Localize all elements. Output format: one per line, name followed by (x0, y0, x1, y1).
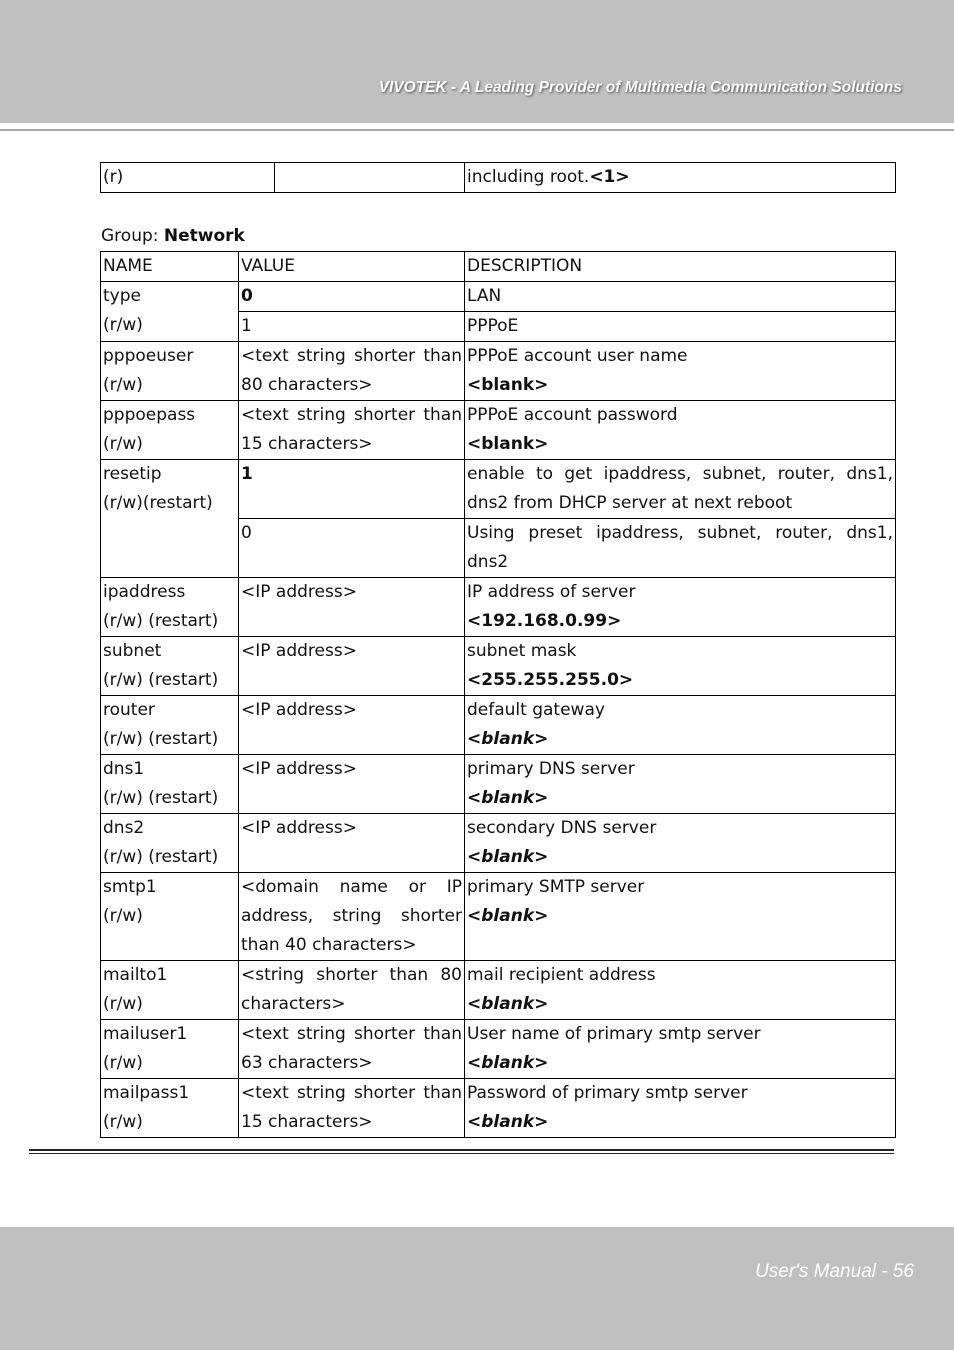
param-name: smtp1 (r/w) (101, 873, 239, 961)
section-end-rule (29, 1149, 894, 1151)
table-row (101, 342, 896, 401)
group-label: Group: Network (101, 226, 245, 246)
default-value: <blank> (467, 1112, 549, 1132)
default-value: <blank> (467, 788, 549, 808)
param-name: router (r/w) (restart) (101, 696, 239, 755)
param-name: mailto1 (r/w) (101, 961, 239, 1020)
param-description: primary SMTP server <blank> (465, 873, 896, 961)
param-name: mailuser1 (r/w) (101, 1020, 239, 1079)
column-header-name: NAME (101, 252, 239, 282)
param-description: LAN (465, 282, 896, 312)
default-value: <blank> (467, 434, 549, 454)
param-name: mailpass1 (r/w) (101, 1079, 239, 1138)
param-description: PPPoE account user name <blank> (465, 342, 896, 401)
section-end-rule-thin (29, 1153, 894, 1154)
param-description: secondary DNS server <blank> (465, 814, 896, 873)
param-value: <IP address> (239, 814, 465, 873)
page-footer (0, 1227, 954, 1350)
param-description: IP address of server <192.168.0.99> (465, 578, 896, 637)
param-value: 0 (239, 282, 465, 312)
table-row (101, 814, 896, 873)
header-title: VIVOTEK - A Leading Provider of Multimedia Communication Solutions (378, 79, 902, 96)
network-parameter-table (100, 251, 896, 1138)
param-name: subnet (r/w) (restart) (101, 637, 239, 696)
default-value: <blank> (467, 1053, 549, 1073)
table-header-row (101, 252, 896, 282)
default-value: <255.255.255.0> (467, 670, 634, 690)
default-value: <blank> (467, 729, 549, 749)
table-row (101, 637, 896, 696)
table-row (101, 578, 896, 637)
param-value: <IP address> (239, 637, 465, 696)
param-value: <text string shorter than 63 characters> (239, 1020, 465, 1079)
default-value: <blank> (467, 906, 549, 926)
param-name: (r) (101, 163, 275, 193)
param-value: 1 (239, 312, 465, 342)
param-value: <text string shorter than 80 characters> (239, 342, 465, 401)
param-value: <text string shorter than 15 characters> (239, 1079, 465, 1138)
table-row (101, 696, 896, 755)
table-row (101, 1079, 896, 1138)
default-value: <blank> (467, 847, 549, 867)
column-header-value: VALUE (239, 252, 465, 282)
param-description: primary DNS server <blank> (465, 755, 896, 814)
param-description: including root.<1> (465, 163, 896, 193)
param-description: Using preset ipaddress, subnet, router, dns1, dns2 (465, 519, 896, 578)
continued-table (100, 162, 896, 193)
table-row (101, 163, 896, 193)
param-name: resetip (r/w)(restart) (101, 460, 239, 578)
param-description: enable to get ipaddress, subnet, router, dns1, dns2 from DHCP server at next reboot (465, 460, 896, 519)
param-value (275, 163, 465, 193)
param-description: default gateway <blank> (465, 696, 896, 755)
param-description: PPPoE (465, 312, 896, 342)
header-rule (0, 129, 954, 131)
param-value: <text string shorter than 15 characters> (239, 401, 465, 460)
table-row (101, 1020, 896, 1079)
param-value: <string shorter than 80 characters> (239, 961, 465, 1020)
table-row (101, 755, 896, 814)
param-name: pppoeuser (r/w) (101, 342, 239, 401)
param-description: PPPoE account password <blank> (465, 401, 896, 460)
param-value: <IP address> (239, 755, 465, 814)
param-name: type (r/w) (101, 282, 239, 342)
param-value: <IP address> (239, 578, 465, 637)
param-name: pppoepass (r/w) (101, 401, 239, 460)
param-name: dns2 (r/w) (restart) (101, 814, 239, 873)
param-description: subnet mask <255.255.255.0> (465, 637, 896, 696)
table-row (101, 460, 896, 519)
param-value: 0 (239, 519, 465, 578)
param-description: mail recipient address <blank> (465, 961, 896, 1020)
param-description: Password of primary smtp server <blank> (465, 1079, 896, 1138)
default-value: <1> (589, 167, 630, 187)
param-description: User name of primary smtp server <blank> (465, 1020, 896, 1079)
page-number: User's Manual - 56 (755, 1261, 914, 1282)
default-value: <192.168.0.99> (467, 611, 622, 631)
param-name: dns1 (r/w) (restart) (101, 755, 239, 814)
default-value: <blank> (467, 994, 549, 1014)
param-value: <IP address> (239, 696, 465, 755)
param-value: <domain name or IP address, string shorter than 40 characters> (239, 873, 465, 961)
page-header (0, 0, 954, 123)
table-row (101, 961, 896, 1020)
table-row (101, 401, 896, 460)
column-header-description: DESCRIPTION (465, 252, 896, 282)
param-value: 1 (239, 460, 465, 519)
default-value: <blank> (467, 375, 549, 395)
group-name: Network (163, 226, 245, 246)
table-row (101, 873, 896, 961)
table-row (101, 282, 896, 312)
param-name: ipaddress (r/w) (restart) (101, 578, 239, 637)
